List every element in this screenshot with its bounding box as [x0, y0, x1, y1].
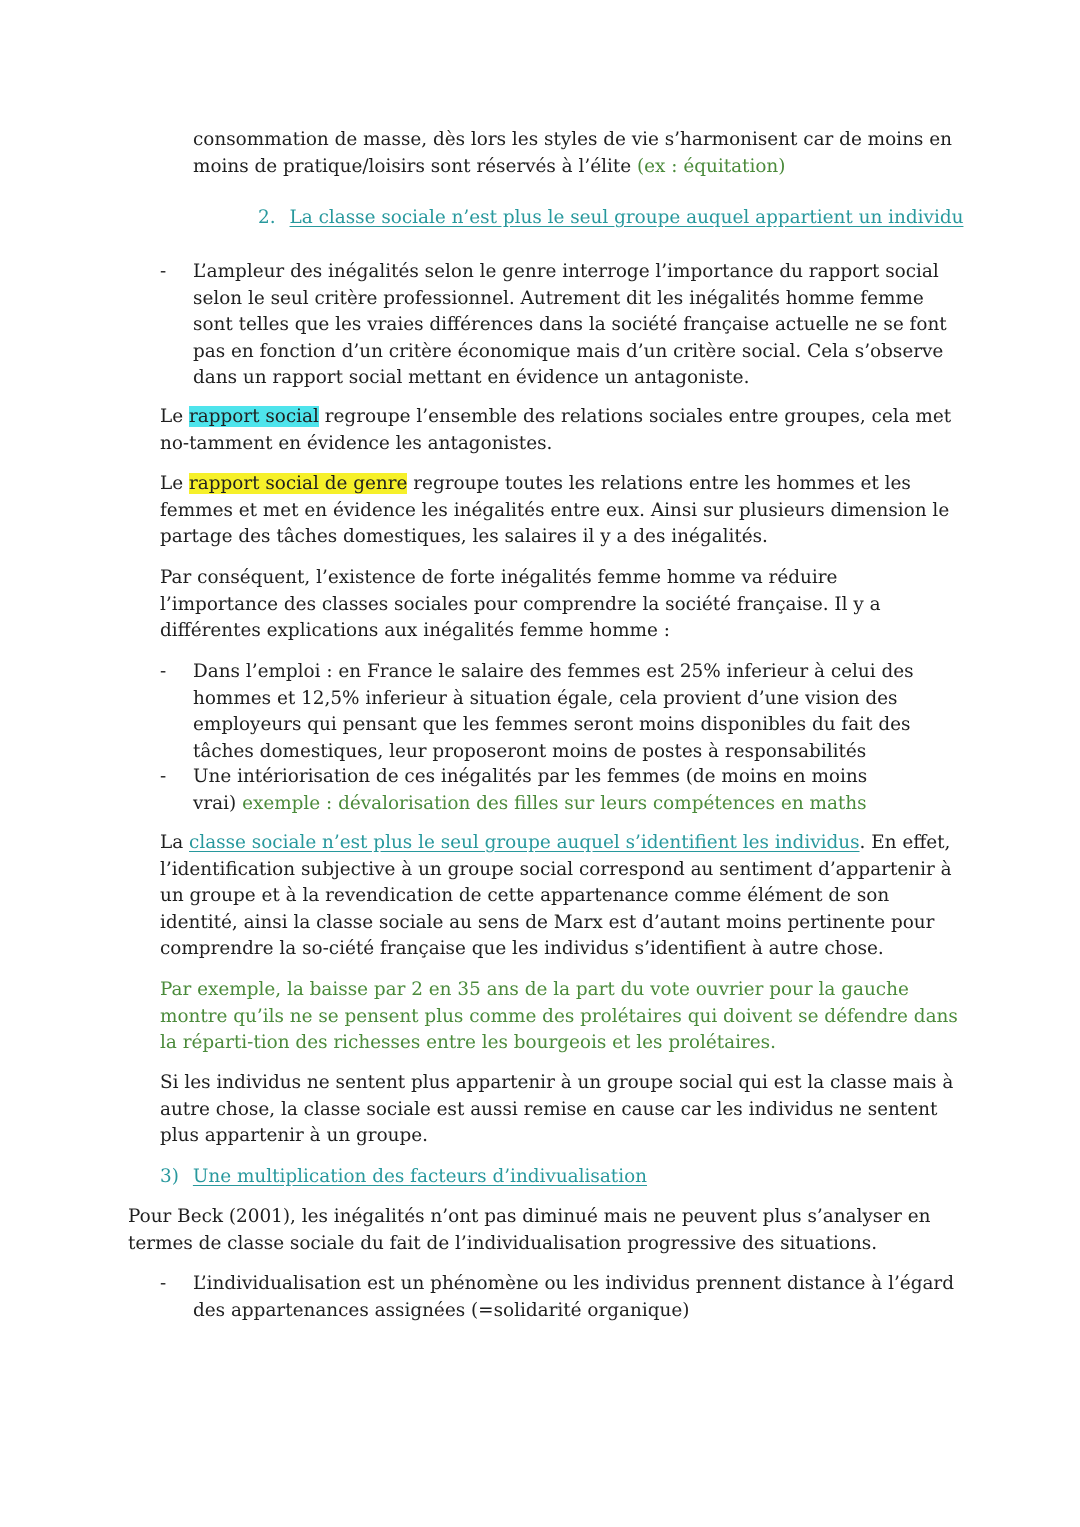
paragraph-beck: Pour Beck (2001), les inégalités n’ont pas diminué mais ne peuvent plus s’analyser en termes de classe sociale du fait de l’individualisation progressive des situations.: [128, 1206, 931, 1254]
highlighted-term: rapport social: [188, 406, 319, 427]
example-note: exemple : dévalorisation des filles sur leurs compétences en maths: [242, 792, 867, 814]
paragraph-continuation: [193, 127, 963, 180]
bullet-dash: -: [160, 766, 167, 787]
bullet-item: [160, 259, 960, 392]
paragraph-consequent: Par conséquent, l’existence de forte inégalités femme homme va réduire l’importance des classes sociales pour comprendre la société française. Il y a différentes explications aux inégalités femme homme :: [160, 567, 881, 642]
bullet-text: L’ampleur des inégalités selon le genre interroge l’importance du rapport social selon le seul critère professionnel. Autrement dit les inégalités homme femme sont telles que les vraies différences dans la société française actuelle ne se font pas en fonction d’un critère économique mais d’un critère social. Cela s’observe dans un rapport social mettant en évidence un antagoniste.: [193, 261, 947, 389]
heading-number: 2.: [258, 207, 276, 228]
underlined-key-phrase: classe sociale n’est plus le seul groupe auquel s’identifient les individus: [189, 832, 860, 853]
bullet-item: [160, 1271, 960, 1324]
heading-title: La classe sociale n’est plus le seul groupe auquel appartient un individu: [289, 207, 964, 228]
text-line: consommation de masse, dès lors les styles de vie s’harmonisent car de moins en: [193, 129, 952, 150]
paragraph-si: Si les individus ne sentent plus appartenir à un groupe social qui est la classe mais à autre chose, la classe sociale est aussi remise en cause car les individus ne sentent plus appartenir à un groupe.: [160, 1072, 954, 1147]
bullet-text: Dans l’emploi : en France le salaire des femmes est 25% inferieur à celui des hommes et 12,5% inferieur à situation égale, cela provient d’une vision des employeurs qui pensant que les femmes seront moins disponibles du fait des tâches domestiques, leur proposeront moins de postes à responsabilités: [193, 661, 914, 762]
paragraph-example: Par exemple, la baisse par 2 en 35 ans de la part du vote ouvrier pour la gauche montre qu’ils ne se pensent plus comme des prolétaires qui doivent se défendre dans la réparti-tion des richesses entre les bourgeois et les prolétaires.: [160, 979, 958, 1054]
paragraph-classe-sociale: La classe sociale n’est plus le seul groupe auquel s’identifient les individus. En effet, l’identification subjective à un groupe social correspond au sentiment d’appartenir à un groupe et à la revendication de cette appartenance comme élément de son identité, ainsi la classe sociale au sens de Marx est d’autant moins pertinente pour comprendre la so-ciété française que les individus s’identifient à autre chose.: [160, 832, 952, 960]
section-heading-3: [160, 1164, 920, 1191]
highlighted-term: rapport social de genre: [188, 473, 408, 494]
example-note: (ex : équitation): [637, 155, 786, 177]
bullet-dash: -: [160, 261, 167, 282]
section-heading-2: [258, 205, 1018, 232]
paragraph-rapport-social: Le rapport social regroupe l’ensemble des relations sociales entre groupes, cela met no-tamment en évidence les antagonistes.: [160, 406, 952, 454]
bullet-dash: -: [160, 1273, 167, 1294]
bullet-dash: -: [160, 661, 167, 682]
paragraph-rapport-genre: Le rapport social de genre regroupe toutes les relations entre les hommes et les femmes et met en évidence les inégalités entre eux. Ainsi sur plusieurs dimension le partage des tâches domestiques, les salaires il y a des inégalités.: [160, 473, 950, 548]
heading-number: 3): [160, 1166, 179, 1187]
bullet-item: [160, 764, 960, 817]
bullet-text: L’individualisation est un phénomène ou les individus prennent distance à l’égard des appartenances assignées (=solidarité organique): [193, 1273, 954, 1321]
heading-title: Une multiplication des facteurs d’indivualisation: [192, 1166, 647, 1187]
text-line: moins de pratique/loisirs sont réservés à l’élite: [193, 155, 637, 177]
bullet-item: [160, 659, 960, 765]
bullet-text: Une intériorisation de ces inégalités par les femmes (de moins en moins vrai) exemple : dévalorisation des filles sur leurs compétences en maths: [193, 766, 868, 814]
